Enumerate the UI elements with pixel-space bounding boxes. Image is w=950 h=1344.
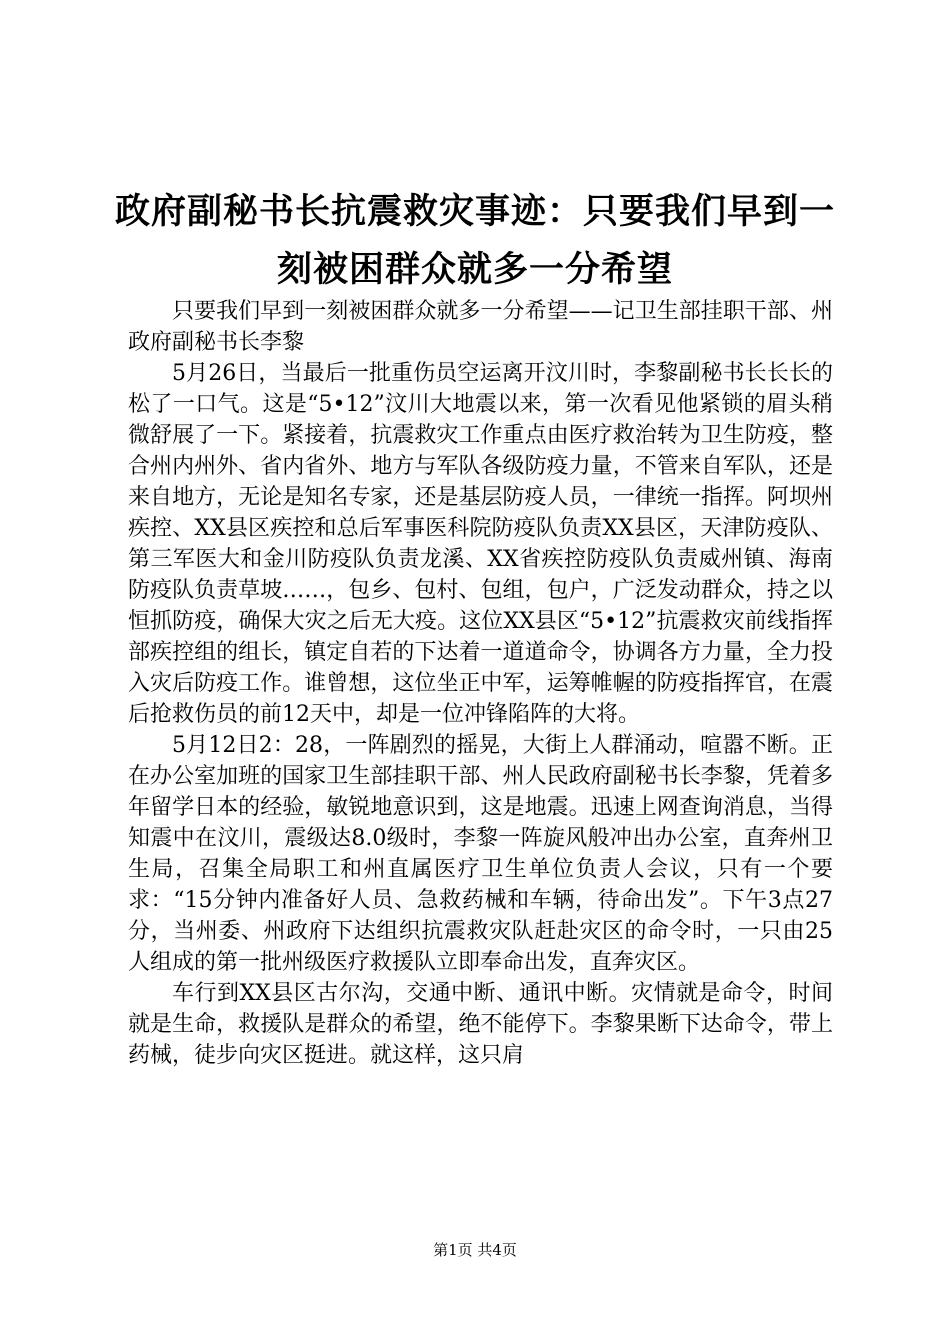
paragraph: 5月12日2：28，一阵剧烈的摇晃，大街上人群涌动，喧嚣不断。正在办公室加班的国家卫生部挂职干部、州人民政府副秘书长李黎，凭着多年留学日本的经验，敏锐地意识到，这是地震。迅速上网查询消息，当得知震中在汶川，震级达8.0级时，李黎一阵旋风般冲出办公室，直奔州卫生局，召集全局职工和州直属医疗卫生单位负责人会议，只有一个要求：“15分钟内准备好人员、急救药械和车辆，待命出发”。下午3点27分，当州委、州政府下达组织抗震救灾队赶赴灾区的命令时，一只由25人组成的第一批州级医疗救援队立即奉命出发，直奔灾区。 (128, 733, 833, 975)
document-title: 政府副秘书长抗震救灾事迹：只要我们早到一刻被困群众就多一分希望 (114, 191, 835, 290)
paragraph: 车行到XX县区古尔沟，交通中断、通讯中断。灾情就是命令，时间就是生命，救援队是群众的希望，绝不能停下。李黎果断下达命令，带上药械，徒步向灾区挺进。就这样，这只肩 (128, 981, 833, 1068)
paragraph: 只要我们早到一刻被困群众就多一分希望——记卫生部挂职干部、州政府副秘书长李黎 (128, 299, 833, 355)
page-footer: 第1页 共4页 (433, 1241, 517, 1259)
document-body (128, 296, 833, 1071)
paragraph: 5月26日，当最后一批重伤员空运离开汶川时，李黎副秘书长长长的松了一口气。这是“5•12”汶川大地震以来，第一次看见他紧锁的眉头稍微舒展了一下。紧接着，抗震救灾工作重点由医疗救治转为卫生防疫，整合州内州外、省内省外、地方与军队各级防疫力量，不管来自军队，还是来自地方，无论是知名专家，还是基层防疫人员，一律统一指挥。阿坝州疾控、XX县区疾控和总后军事医科院防疫队负责XX县区，天津防疫队、第三军医大和金川防疫队负责龙溪、XX省疾控防疫队负责威州镇、海南防疫队负责草坡……，包乡、包村、包组，包户，广泛发动群众，持之以恒抓防疫，确保大灾之后无大疫。这位XX县区“5•12”抗震救灾前线指挥部疾控组的组长，镇定自若的下达着一道道命令，协调各方力量，全力投入灾后防疫工作。谁曾想，这位坐正中军，运筹帷幄的防疫指挥官，在震后抢救伤员的前12天中，却是一位冲锋陷阵的大将。 (128, 361, 833, 727)
